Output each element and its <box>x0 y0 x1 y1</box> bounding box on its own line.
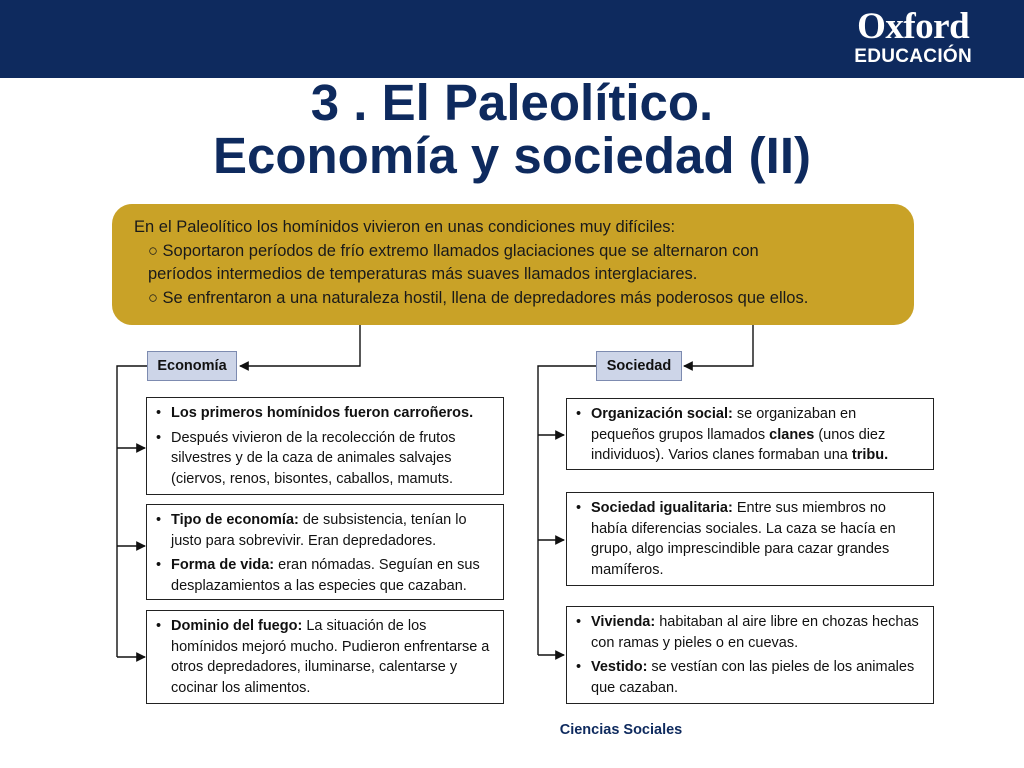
bold-text: Organización social: <box>591 406 733 422</box>
item-text: La situación de los homínidos mejoró mucho. Pudieron enfrentarse a otros depredadores, iluminarse, calentarse y cocinar los alimentos. <box>171 618 490 696</box>
bold-text: Los primeros homínidos fueron carroñeros. <box>171 405 474 421</box>
bold-text: Dominio del fuego: <box>171 618 303 634</box>
item-text: eran nómadas. Seguían en sus desplazamientos a las especies que cazaban. <box>171 557 480 594</box>
intro-lead: En el Paleolítico los homínidos vivieron en unas condiciones muy difíciles: <box>134 218 676 236</box>
connector-intro-economia <box>240 325 360 366</box>
item-text: se organizaban en pequeños grupos llamados <box>591 406 857 443</box>
list-item <box>575 404 923 466</box>
economia-box-3 <box>146 610 504 704</box>
bold-text: Forma de vida: <box>171 557 275 573</box>
connector-intro-sociedad <box>684 325 753 366</box>
list-item <box>575 612 923 653</box>
brand-subtitle: EDUCACIÓN <box>854 46 972 67</box>
economia-label: Economía <box>147 351 237 381</box>
sociedad-box-1 <box>566 398 934 470</box>
item-text: Entre sus miembros no había diferencias sociales. La caza se hacía en grupo, algo imprescindible para cazar grandes mamíferos. <box>591 500 896 578</box>
list-item <box>575 657 923 698</box>
bold-text: Sociedad igualitaria: <box>591 500 733 516</box>
list-item <box>575 498 923 580</box>
list-item <box>155 510 493 551</box>
list-item <box>155 403 493 424</box>
item-text: (unos diez individuos). Varios clanes formaban una <box>591 426 886 463</box>
sociedad-label: Sociedad <box>596 351 682 381</box>
list-item <box>155 616 493 698</box>
intro-bullet-2: ○ Se enfrentaron a una naturaleza hostil, llena de depredadores más poderosos que ellos. <box>148 288 809 307</box>
bold-text: Vestido: <box>591 659 648 675</box>
title-line-1: 3 . El Paleolítico. <box>310 74 714 131</box>
bold-text: Tipo de economía: <box>171 512 299 528</box>
bold-text: tribu. <box>851 447 889 463</box>
title-line-2: Economía y sociedad (II) <box>213 127 811 184</box>
item-text: de subsistencia, tenían lo justo para sobrevivir. Eran depredadores. <box>171 512 467 549</box>
intro-bullet-1-line-1: ○ Soportaron períodos de frío extremo llamados glaciaciones que se alternaron con <box>148 241 759 260</box>
list-item <box>155 555 493 596</box>
brand-name: Oxford <box>857 6 970 47</box>
intro-bullet-1-line-2: períodos intermedios de temperaturas más suaves llamados interglaciares. <box>148 265 698 283</box>
item-text: habitaban al aire libre en chozas hechas con ramas y pieles o en cuevas. <box>591 614 919 651</box>
item-text: se vestían con las pieles de los animales que cazaban. <box>591 659 915 696</box>
economia-box-2 <box>146 504 504 600</box>
bold-text: Vivienda: <box>591 614 656 630</box>
bold-text: clanes <box>769 426 815 443</box>
economia-trunk <box>117 366 147 657</box>
list-item <box>155 428 493 490</box>
item-text: Después vivieron de la recolección de frutos silvestres y de la caza de animales salvajes (ciervos, renos, bisontes, caballos, mamuts. <box>171 429 456 487</box>
economia-box-1 <box>146 397 504 495</box>
sociedad-box-3 <box>566 606 934 704</box>
sociedad-box-2 <box>566 492 934 586</box>
footer-text: Ciencias Sociales <box>559 722 683 738</box>
